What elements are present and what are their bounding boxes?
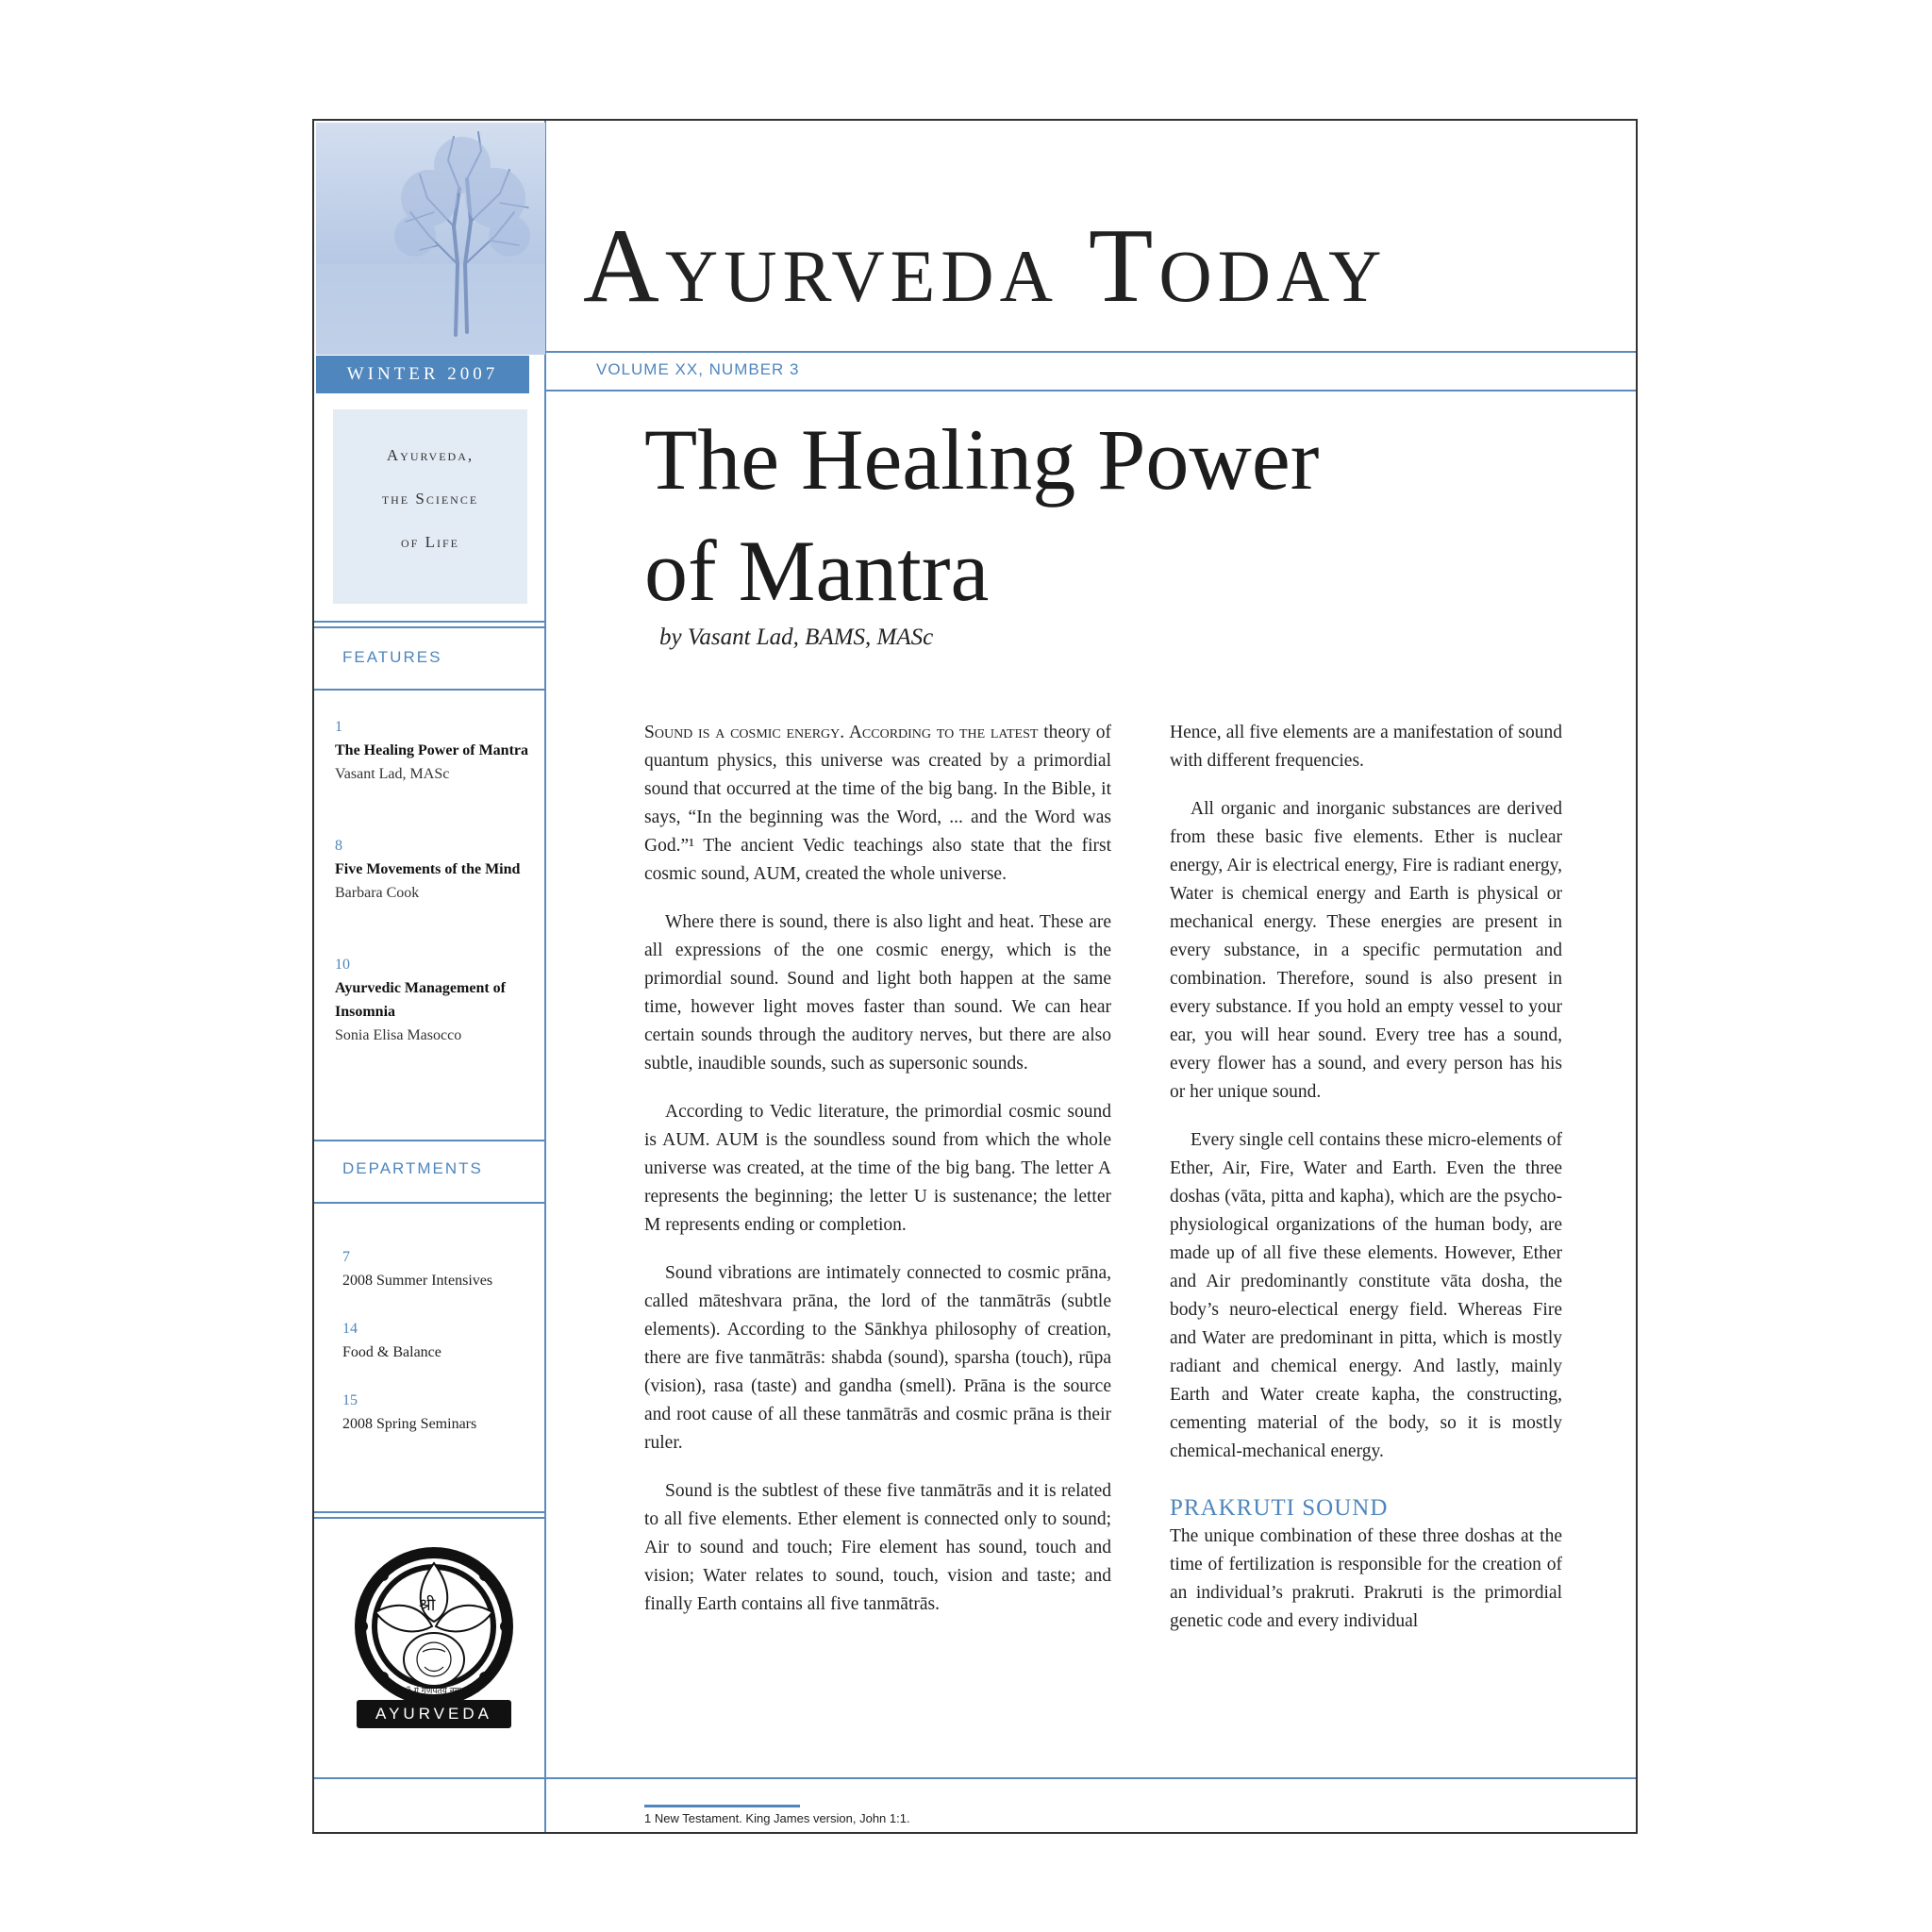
ayurveda-logo — [349, 1546, 519, 1731]
department-title: 2008 Summer Intensives — [342, 1273, 493, 1289]
feature-title: Ayurvedic Management of Insomnia — [335, 980, 506, 1020]
footnote-rule — [644, 1805, 800, 1807]
subhead-prakruti-sound: PRAKRUTI SOUND — [1170, 1495, 1389, 1521]
tagline-line-3: of Life — [401, 533, 459, 551]
masthead-rule-top — [544, 351, 1636, 353]
department-page-number: 15 — [342, 1392, 358, 1408]
departments-label: DEPARTMENTS — [342, 1159, 483, 1177]
article-column-1 — [644, 719, 1111, 1639]
department-title: 2008 Spring Seminars — [342, 1416, 477, 1432]
article-title — [644, 404, 1493, 626]
feature-item-3[interactable] — [335, 953, 538, 1047]
feature-page-number: 8 — [335, 838, 342, 854]
article-title-line-2: of Mantra — [644, 523, 990, 619]
sidebar-divider — [544, 121, 546, 1832]
tagline-line-2: the Science — [381, 490, 479, 508]
tagline-line-1: Ayurveda, — [386, 446, 475, 464]
logo-glyph: श्री — [419, 1595, 436, 1615]
paragraph-text: theory of quantum physics, this universe was created by a primordial sound that occurred at the time of the big bang. In the Bible, it says, “In the beginning was the Word, ... and the Word was God.”¹ The ancient Vedic teachings also state that the first cosmic sound, AUM, created the whole universe. — [644, 723, 1111, 884]
feature-author: Sonia Elisa Masocco — [335, 1027, 462, 1043]
article-title-line-1: The Healing Power — [644, 411, 1320, 508]
issue-season: WINTER 2007 — [316, 356, 529, 393]
logo-text: AYURVEDA — [375, 1705, 492, 1723]
issue-volume: VOLUME XX, NUMBER 3 — [596, 360, 800, 378]
department-item-2[interactable] — [342, 1317, 541, 1364]
article-column-2 — [1170, 719, 1562, 1656]
paragraph-3: According to Vedic literature, the primordial cosmic sound is AUM. AUM is the soundless sound from which the whole universe was created, at the time of the big bang. The letter A represents the beginning; the letter U is sustenance; the letter M represents ending or completion. — [644, 1102, 1111, 1235]
sidebar-rule-3 — [314, 689, 544, 691]
features-label: FEATURES — [342, 648, 442, 666]
feature-item-1[interactable] — [335, 715, 538, 786]
footnote: 1 New Testament. King James version, John 1:1. — [644, 1811, 910, 1825]
paragraph-8: Every single cell contains these micro-elements of Ether, Air, Fire, Water and Earth. Even the three doshas (vāta, pitta and kapha), which are the psycho-physiological organizations of the human body, are made up of all five these elements. However, Ether and Air predominantly constitute vāta dosha, the body’s neuro-electical energy field. Whereas Fire and Water are predominant in pitta, which is mostly radiant and chemical energy. And lastly, mainly Earth and Water create kapha, the constructing, cementing material of the body, so it is mostly chemical-mechanical energy. — [1170, 1130, 1562, 1461]
paragraph-9: The unique combination of these three doshas at the time of fertilization is responsible for the creation of an individual’s prakruti. Prakruti is the primordial genetic code and every individual — [1170, 1526, 1562, 1631]
feature-item-2[interactable] — [335, 834, 538, 905]
paragraph-7: All organic and inorganic substances are derived from these basic five elements. Ether is nuclear energy, Air is electrical energy, Fire is radiant energy, Water is chemical energy and Earth is physical or mechanical energy. These energies are present in every substance, in a specific permutation and combination. Therefore, sound is also present in every substance. If you hold an empty vessel to your ear, you will hear sound. Every tree has a sound, every flower has a sound, and every person has his or her unique sound. — [1170, 799, 1562, 1102]
paragraph-1 — [644, 719, 1111, 889]
footer-rule — [314, 1777, 1636, 1779]
sidebar-rule-6 — [314, 1511, 544, 1513]
article-byline: by Vasant Lad, BAMS, MASc — [659, 625, 934, 650]
tagline-box — [333, 409, 527, 604]
feature-page-number: 10 — [335, 957, 350, 973]
feature-page-number: 1 — [335, 719, 342, 735]
paragraph-5: Sound is the subtlest of these five tanmātrās and it is related to all five elements. Ether element is connected only to sound; Air to sound and touch; Fire element has sound, touch and vision; Water relates to sound, touch, vision and taste; and finally Earth contains all five tanmātrās. — [644, 1481, 1111, 1614]
paragraph-6: Hence, all five elements are a manifestation of sound with different frequencies. — [1170, 723, 1562, 771]
masthead-title: Ayurveda Today — [583, 208, 1388, 325]
newsletter-page — [312, 119, 1638, 1834]
masthead-rule-bottom — [544, 390, 1636, 391]
feature-author: Vasant Lad, MASc — [335, 766, 450, 782]
sidebar-rule-7 — [314, 1517, 544, 1519]
department-title: Food & Balance — [342, 1344, 441, 1360]
sidebar-rule-4 — [314, 1140, 544, 1141]
paragraph-4: Sound vibrations are intimately connected to cosmic prāna, called māteshvara prāna, the lord of the tanmātrās (subtle elements). According to the Sānkhya philosophy of creation, there are five tanmātrās: shabda (sound), sparsha (touch), rūpa (vision), rasa (taste) and gandha (smell). Prāna is the source and root cause of all these tanmātrās and cosmic prāna is their ruler. — [644, 1263, 1111, 1453]
department-item-3[interactable] — [342, 1389, 541, 1436]
sidebar-rule-5 — [314, 1202, 544, 1204]
logo-script: ॐ गं गणपतये नमः। — [403, 1687, 465, 1696]
feature-author: Barbara Cook — [335, 885, 420, 901]
winter-tree-photo — [316, 123, 545, 355]
department-item-1[interactable] — [342, 1245, 541, 1292]
sidebar-rule-1 — [314, 621, 544, 623]
department-page-number: 7 — [342, 1249, 350, 1265]
feature-title: Five Movements of the Mind — [335, 861, 521, 877]
department-page-number: 14 — [342, 1321, 358, 1337]
lead-in: Sound is a cosmic energy. According to the latest — [644, 723, 1039, 742]
sidebar-rule-2 — [314, 626, 544, 628]
feature-title: The Healing Power of Mantra — [335, 742, 529, 758]
paragraph-2: Where there is sound, there is also light and heat. These are all expressions of the one cosmic energy, which is the primordial sound. Sound and light both happen at the same time, however light moves faster than sound. We can hear certain sounds through the auditory nerves, but there are also subtle, inaudible sounds, such as supersonic sounds. — [644, 912, 1111, 1074]
